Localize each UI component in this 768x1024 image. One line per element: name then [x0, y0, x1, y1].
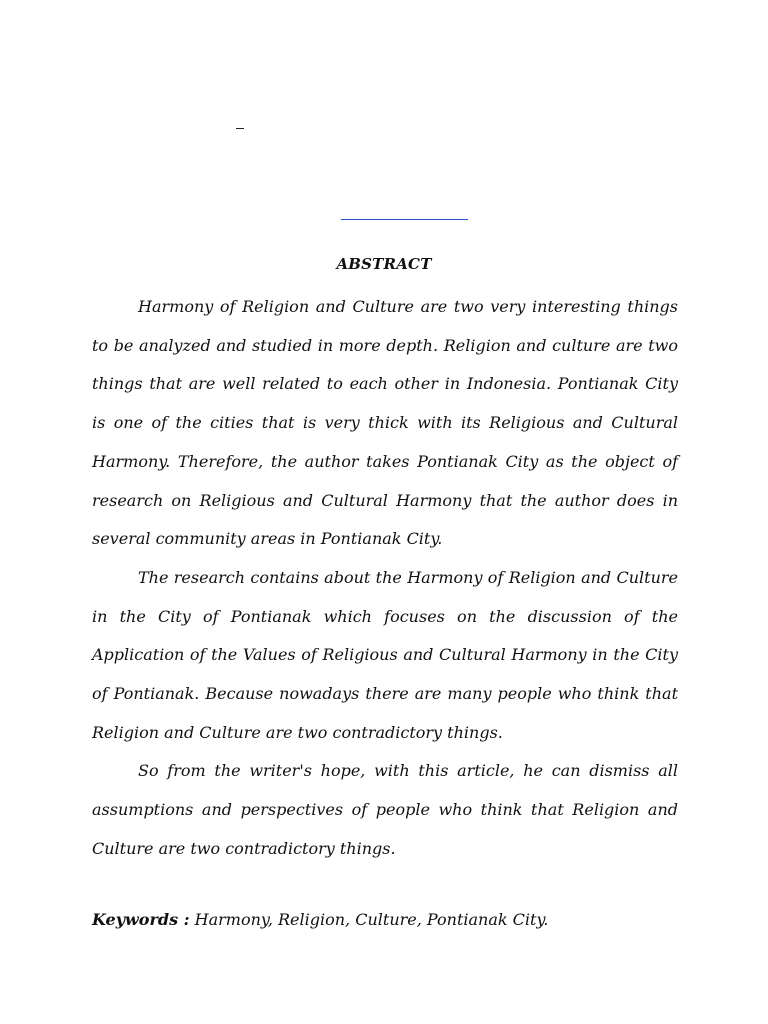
dash-mark — [236, 128, 244, 129]
abstract-paragraph-1: Harmony of Religion and Culture are two very interesting things to be analyzed and studied in more depth. Religion and culture are two things that are well related to each other in Indonesia. Pontianak City is one of the cities that is very thick with its Religious and Cultural Harmony. Therefore, the author takes Pontianak City as the object of research on Religious and Cultural Harmony that the author does in several community areas in Pontianak City. — [92, 297, 678, 549]
hyperlink-underline[interactable] — [341, 219, 468, 220]
keywords-value: Harmony, Religion, Culture, Pontianak City. — [189, 910, 549, 929]
abstract-title: ABSTRACT — [336, 255, 432, 273]
abstract-paragraph-2: The research contains about the Harmony of Religion and Culture in the City of Pontianak which focuses on the discussion of the Application of the Values of Religious and Cultural Harmony in the City of Pontianak. Because nowadays there are many people who think that Religion and Culture are two contradictory things. — [92, 567, 678, 742]
abstract-paragraph-3: So from the writer's hope, with this article, he can dismiss all assumptions and perspectives of people who think that Religion and Culture are two contradictory things. — [92, 761, 678, 858]
abstract-body — [92, 288, 678, 869]
keywords-label: Keywords : — [92, 910, 190, 929]
keywords-line — [92, 907, 678, 933]
